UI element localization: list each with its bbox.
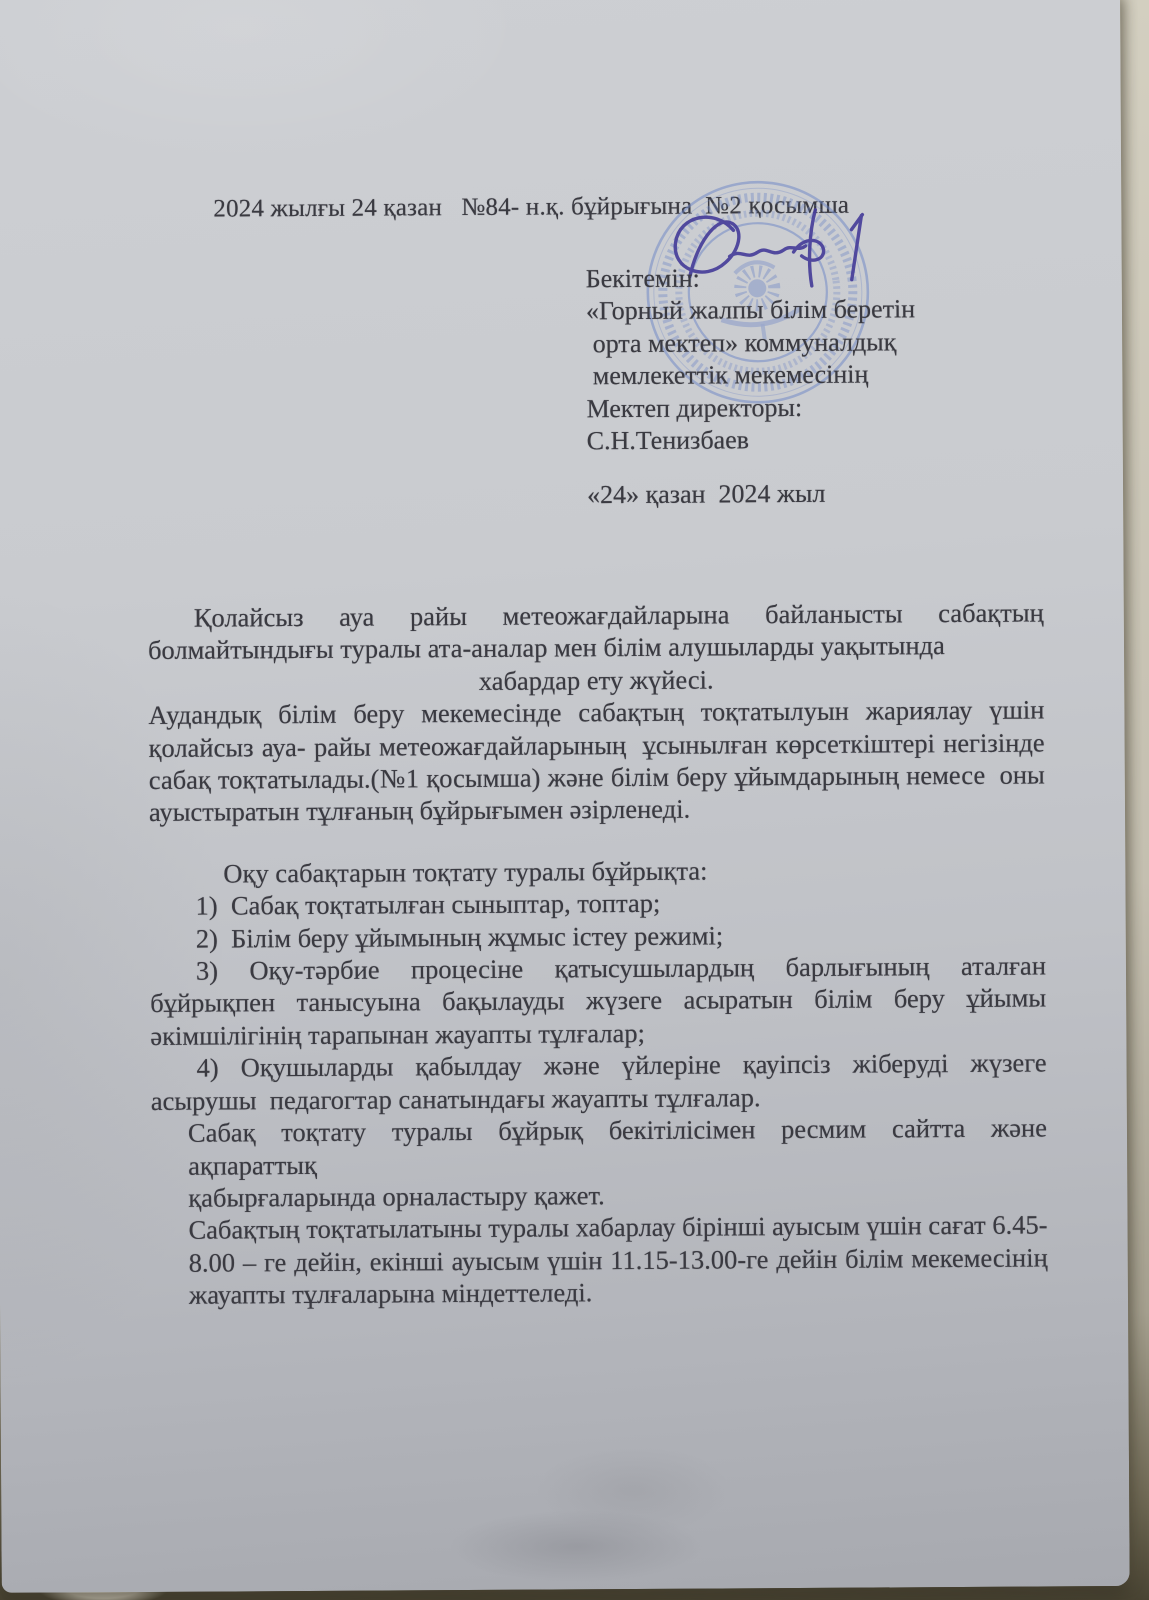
body-line: Сабақтың тоқтатылатыны туралы хабарлау бірінші ауысым үшін сағат 6.45-: [188, 1209, 1048, 1246]
body-list-item: 4) Оқушыларды қабылдау және үйлеріне қауіпсіз жіберуді жүзеге: [196, 1047, 1047, 1083]
body-line: Оқу сабақтарын тоқтату туралы бұйрықта:: [223, 855, 708, 889]
body-line: болмайтындығы туралы ата-аналар мен білім алушыларды уақытында: [147, 630, 945, 666]
body-line: Қолайсыз ауа райы метеожағдайларына байланысты сабақтың: [193, 597, 1044, 633]
body-list-item: 1) Сабақ тоқтатылған сыныптар, топтар;: [195, 888, 661, 921]
body-line: Аудандық білім беру мекемесінде сабақтың тоқтатылуын жариялау үшін: [148, 694, 1045, 731]
body-line: 8.00 – ге дейін, екінші ауысым үшін 11.15-13.00-ге дейін білім мекемесінің: [188, 1242, 1048, 1278]
approval-line: орта мектеп» коммуналдық: [586, 327, 897, 359]
body-line: қолайсыз ауа- райы метеожағдайларының ұсынылған көрсеткіштері негізінде: [148, 727, 1045, 763]
body-line: сабақ тоқтатылады.(№1 қосымша) және білім беру ұйымдарының немесе оны: [148, 759, 1045, 795]
body-line: асырушы педагогтар санатындағы жауапты тұлғалар.: [150, 1081, 761, 1116]
body-line: қабырғаларында орналастыру қажет.: [188, 1180, 605, 1213]
approval-line: С.Н.Тенизбаев: [586, 425, 750, 456]
approval-line: Бекітемін:: [585, 263, 700, 294]
approval-date-line: «24» қазан 2024 жыл: [586, 479, 826, 510]
body-line: Сабақ тоқтату туралы бұйрық бекітілісімен ресмим сайтта және ақпараттық: [187, 1112, 1054, 1181]
approval-line: Мектеп директоры:: [586, 392, 803, 423]
body-line: жауапты тұлғаларына міндеттеледі.: [188, 1277, 593, 1310]
approval-line: «Горный жалпы білім беретін: [585, 294, 916, 326]
body-line: әкімшілігінің тарапынан жауапты тұлғалар;: [150, 1017, 645, 1051]
body-list-item: 2) Білім беру ұйымының жұмыс істеу режимі;: [195, 920, 724, 954]
header-appendix-line: 2024 жылғы 24 қазан №84- н.қ. бұйрығына №2 қосымша: [213, 191, 850, 223]
body-line: хабардар ету жүйесі.: [478, 664, 714, 696]
document-body: [147, 596, 1054, 1311]
approval-line: мемлекеттік мекемесінің: [586, 359, 869, 391]
approval-block: [586, 260, 1058, 512]
body-line: бұйрықпен танысуына бақылауды жүзеге асыратын білім беру ұйымы: [150, 982, 1047, 1019]
body-line: ауыстыратын тұлғаның бұйрығымен әзірленеді.: [148, 794, 691, 828]
body-list-item: 3) Оқу-тәрбие процесіне қатысушылардың барлығының аталған: [195, 950, 1047, 986]
